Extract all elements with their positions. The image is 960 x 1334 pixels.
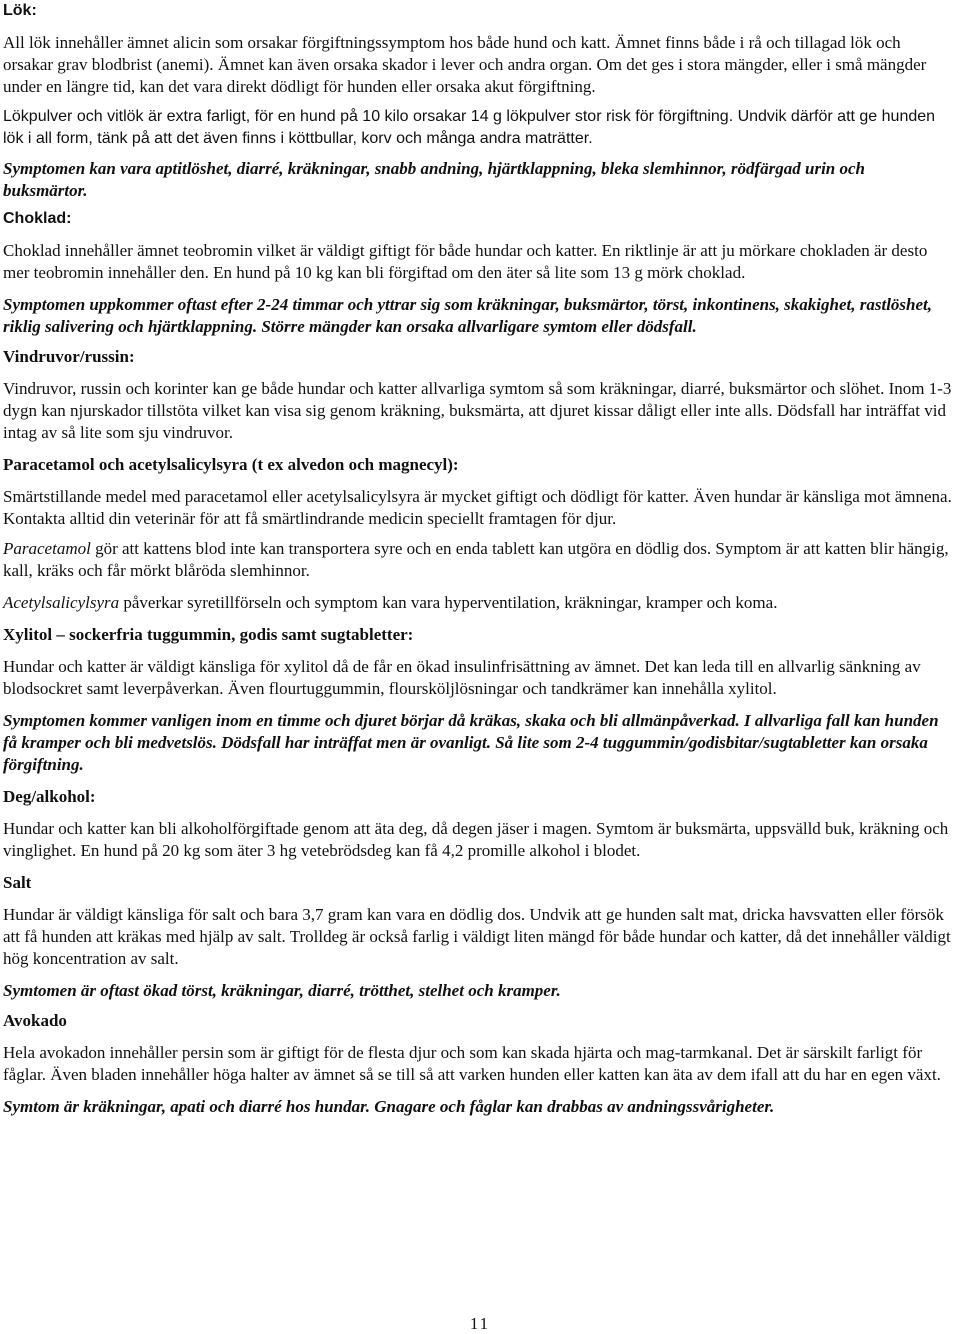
xylitol-paragraph-1: Hundar och katter är väldigt känsliga för xylitol då de får en ökad insulinfrisättning av ämnet. Det kan leda till en allvarlig sänkning av blodsockret samt leverpåverkan. Även flourtuggummin, floursköljlösningar och tandkrämer kan innehålla xylitol. [3,657,921,698]
heading-vindruvor: Vindruvor/russin: [3,347,135,366]
paracetamol-paragraph-2 [3,538,952,582]
salt-symptoms: Symtomen är oftast ökad törst, kräkningar, diarré, trötthet, stelhet och kramper. [3,981,561,1000]
page-number: 11 [469,1314,491,1333]
paracetamol-description: gör att kattens blod inte kan transportera syre och en enda tablett kan utgöra en dödlig dos. Symptom är att katten blir hängig, kall, kräks och får mörkt blåröda slemhinnor. [3,539,949,580]
vindruvor-paragraph-1: Vindruvor, russin och korinter kan ge både hundar och katter allvarliga symtom så som kräkningar, diarré, buksmärtor och slöhet. Inom 1-3 dygn kan njurskador tillstöta vilket kan visa sig genom kräkning, buksmärta, att djuret kissar dåligt eller inte alls. Dödsfall har inträffat vid intag av så lite som sju vindruvor. [3,379,952,442]
choklad-symptoms: Symptomen uppkommer oftast efter 2-24 timmar och yttrar sig som kräkningar, buksmärtor, törst, inkontinens, skakighet, rastlöshet, riklig salivering och hjärtklappning. Större mängder kan orsaka allvarligare symtom eller dödsfall. [3,295,933,336]
heading-xylitol: Xylitol – sockerfria tuggummin, godis samt sugtabletter: [3,625,414,644]
salt-paragraph-1: Hundar är väldigt känsliga för salt och bara 3,7 gram kan vara en dödlig dos. Undvik att ge hunden salt mat, dricka havsvatten eller försök att få hunden att kräkas med hjälp av salt. Trolldeg är också farlig i väldigt liten mängd för både hundar och katter, då det innehåller väldigt hög koncentration av salt. [3,905,951,968]
heading-lok: Lök: [3,2,37,19]
avokado-paragraph-1: Hela avokadon innehåller persin som är giftigt för de flesta djur och som kan skada hjärta och mag-tarmkanal. Det är särskilt farligt för fåglar. Även bladen innehåller höga halter av ämnet så se till så att varken hunden eller katten kan äta av dem ifall att du har en egen växt. [3,1043,941,1084]
acetylsalicylsyra-term: Acetylsalicylsyra [3,593,120,612]
heading-avokado: Avokado [3,1011,67,1030]
paracetamol-paragraph-1: Smärtstillande medel med paracetamol eller acetylsalicylsyra är mycket giftigt och dödligt för katter. Även hundar är känsliga mot ämnena. Kontakta alltid din veterinär för att få smärtlindrande medicin speciellt framtagen för djur. [3,487,952,528]
choklad-paragraph-1: Choklad innehåller ämnet teobromin vilket är väldigt giftigt för både hundar och katter. En riktlinje är att ju mörkare chokladen är desto mer teobromin innehåller den. En hund på 10 kg kan bli förgiftad om den äter så lite som 13 g mörk choklad. [3,241,928,282]
deg-paragraph-1: Hundar och katter kan bli alkoholförgiftade genom att äta deg, då degen jäser i magen. Symtom är buksmärta, uppsvälld buk, kräkning och vinglighet. En hund på 20 kg som äter 3 hg vetebrödsdeg kan få 4,2 promille alkohol i blodet. [3,819,949,860]
heading-salt: Salt [3,873,32,892]
lok-symptoms: Symptomen kan vara aptitlöshet, diarré, kräkningar, snabb andning, hjärtklappning, bleka slemhinnor, rödfärgad urin och buksmärtor. [3,159,866,200]
paracetamol-paragraph-3 [3,592,952,614]
paracetamol-term: Paracetamol [3,539,91,558]
acetylsalicylsyra-description: påverkar syretillförseln och symptom kan vara hyperventilation, kräkningar, kramper och koma. [119,593,778,612]
avokado-symptoms: Symtom är kräkningar, apati och diarré hos hundar. Gnagare och fåglar kan drabbas av andningssvårigheter. [3,1097,775,1116]
heading-choklad: Choklad: [3,210,72,227]
xylitol-symptoms: Symptomen kommer vanligen inom en timme och djuret börjar då kräkas, skaka och bli allmänpåverkad. I allvarliga fall kan hunden få kramper och bli medvetslös. Dödsfall har inträffat men är ovanligt. Så lite som 2-4 tuggummin/godisbitar/sugtabletter kan orsaka förgiftning. [3,711,939,774]
heading-paracetamol: Paracetamol och acetylsalicylsyra (t ex alvedon och magnecyl): [3,455,459,474]
lok-paragraph-1: All lök innehåller ämnet alicin som orsakar förgiftningssymptom hos både hund och katt. Ämnet finns både i rå och tillagad lök och orsakar grav blodbrist (anemi). Ämnet kan även orsaka skador i lever och andra organ. Om det ges i stora mängder, eller i små mängder under en längre tid, kan det vara direkt dödligt för hunden eller orsaka akut förgiftning. [3,33,927,96]
heading-deg-alkohol: Deg/alkohol: [3,787,96,806]
lok-paragraph-2: Lökpulver och vitlök är extra farligt, för en hund på 10 kilo orsakar 14 g lökpulver stor risk för förgiftning. Undvik därför att ge hunden lök i all form, tänk på att det även finns i köttbullar, korv och många andra maträtter. [3,108,936,147]
